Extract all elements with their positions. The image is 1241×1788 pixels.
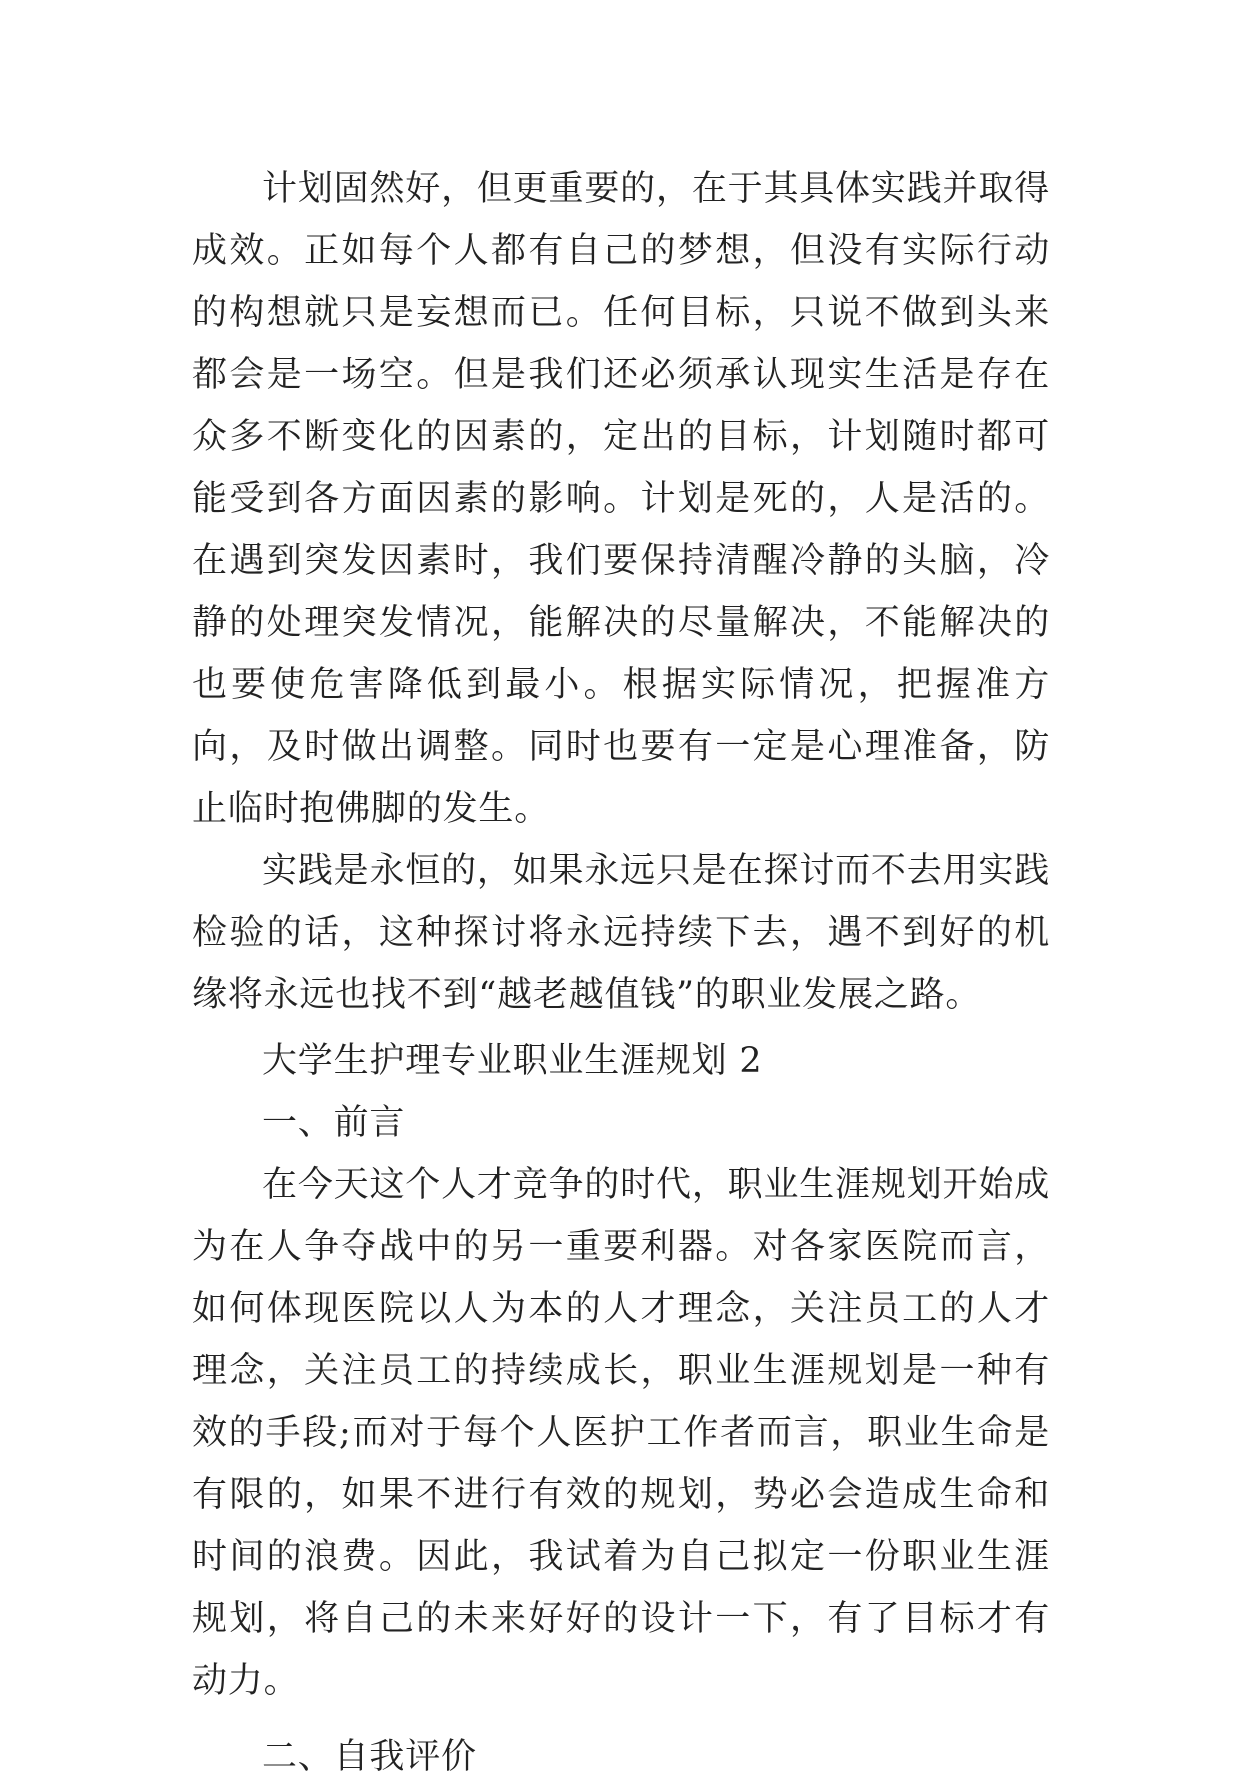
paragraph-practice-eternal: 实践是永恒的，如果永远只是在探讨而不去用实践检验的话，这种探讨将永远持续下去，遇不到好的机缘将永远也找不到“越老越值钱”的职业发展之路。 — [192, 851, 1050, 1015]
paragraph-preface: 在今天这个人才竞争的时代，职业生涯规划开始成为在人争夺战中的另一重要利器。对各家医院而言，如何体现医院以人为本的人才理念，关注员工的人才理念，关注员工的持续成长，职业生涯规划是一种有效的手段;而对于每个人医护工作者而言，职业生命是有限的，如果不进行有效的规划，势必会造成生命和时间的浪费。因此，我试着为自己拟定一份职业生涯规划，将自己的未来好好的设计一下，有了目标才有动力。 — [192, 1165, 1050, 1701]
section-heading-self-evaluation: 二、自我评价 — [262, 1737, 477, 1777]
paragraph-plan-practice: 计划固然好，但更重要的，在于其具体实践并取得成效。正如每个人都有自己的梦想，但没有实际行动的构想就只是妄想而已。任何目标，只说不做到头来都会是一场空。但是我们还必须承认现实生活是存在众多不断变化的因素的，定出的目标，计划随时都可能受到各方面因素的影响。计划是死的，人是活的。在遇到突发因素时，我们要保持清醒冷静的头脑，冷静的处理突发情况，能解决的尽量解决，不能解决的也要使危害降低到最小。根据实际情况，把握准方向，及时做出调整。同时也要有一定是心理准备，防止临时抱佛脚的发生。 — [192, 169, 1050, 829]
article-title: 大学生护理专业职业生涯规划 2 — [262, 1041, 763, 1081]
section-heading-preface: 一、前言 — [262, 1103, 406, 1143]
document-body — [192, 158, 1050, 1788]
